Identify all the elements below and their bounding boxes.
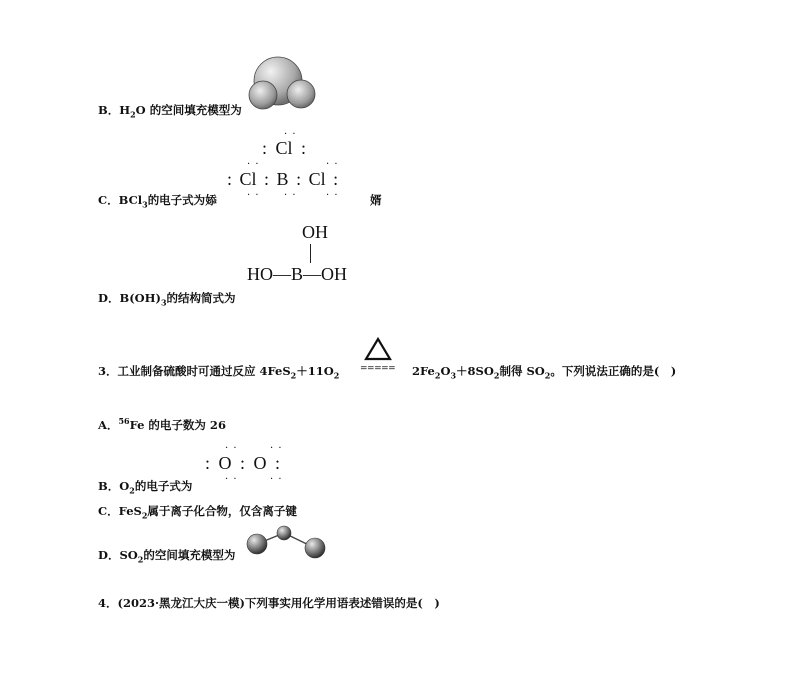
option-a-fe: A．$^{56}$Fe 的电子数为 26 [98,416,226,432]
stray-char: 婿 [370,193,382,207]
option-b-h2o: B．$H_2O$ 的空间填充模型为 [98,103,242,120]
question-3-left: 3．工业制备硫酸时可通过反应 $4FeS_2+11O_2$ [98,364,340,381]
option-c-bcl3: C．BCl$_3$的电子式为婖 [98,193,217,210]
option-d-boh3: D．$B(OH)_3$的结构简式为 [98,291,236,308]
option-d-so2: D．$SO_2$的空间填充模型为 [98,548,236,565]
bond-line [310,244,311,263]
so2-space-filling-model-icon [244,524,330,560]
option-c-fes2: C．FeS$_2$属于离子化合物，仅含离子键 [98,504,297,521]
h2o-space-filling-model-icon [246,56,318,112]
question-3-right: $2Fe_2O_3+8SO_2$制得 $SO_2$。下列说法正确的是( ) [412,364,677,381]
equals-sign: ===== [360,364,396,374]
option-b-o2: B．$O_2$的电子式为 [98,479,193,496]
triangle-heat-icon [364,337,392,361]
question-4: 4．(2023·黑龙江大庆一模)下列事实用化学用语表述错误的是( ) [98,596,440,610]
